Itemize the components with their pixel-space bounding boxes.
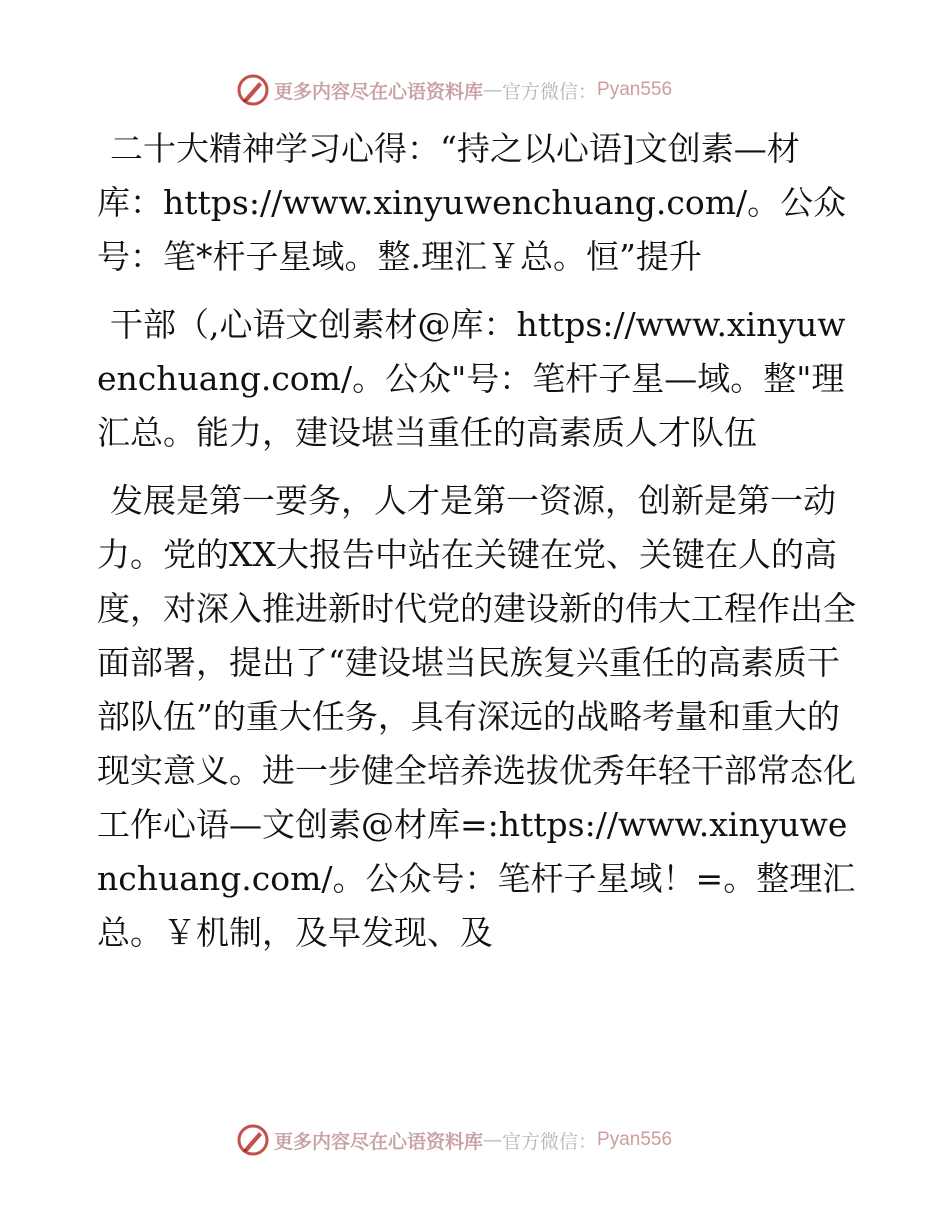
footer-watermark <box>236 1122 716 1158</box>
watermark-handle: Pyan556 <box>597 1129 673 1150</box>
watermark-official-label: 官方微信： <box>502 80 598 103</box>
document-body <box>97 122 857 972</box>
watermark-dash: — <box>483 1129 503 1151</box>
watermark-text: 更多内容尽在心语资料库 <box>274 1130 484 1153</box>
paragraph-title: 二十大精神学习心得：“持之以心语]文创素—材库：https://www.xinyuwenchuang.com/。公众号：笔*杆子星域。整.理汇￥总。恒”提升 <box>97 129 847 276</box>
paragraph-subtitle: 干部（,心语文创素材@库：https://www.xinyuwenchuang.com/。公众"号：笔杆子星—域。整"理汇总。能力，建设堪当重任的高素质人才队伍 <box>97 305 846 452</box>
watermark-official-label: 官方微信： <box>502 1130 598 1153</box>
header-watermark <box>236 72 716 108</box>
paragraph-body: 发展是第一要务，人才是第一资源，创新是第一动力。党的XX大报告中站在关键在党、关键在人的高度，对深入推进新时代党的建设新的伟大工程作出全面部署，提出了“建设堪当民族复兴重任的高素质干部队伍”的重大任务，具有深远的战略考量和重大的现实意义。进一步健全培养选拔优秀年轻干部常态化工作心语—文创素@材库=:https://www.xinyuwenchuang.com/。公众号：笔杆子星域！=。整理汇总。￥机制，及早发现、及 <box>97 481 856 952</box>
watermark-handle: Pyan556 <box>597 79 673 100</box>
pen-logo-icon <box>236 73 270 107</box>
pen-logo-icon <box>236 1123 270 1157</box>
watermark-dash: — <box>483 79 503 101</box>
watermark-text: 更多内容尽在心语资料库 <box>274 80 484 103</box>
